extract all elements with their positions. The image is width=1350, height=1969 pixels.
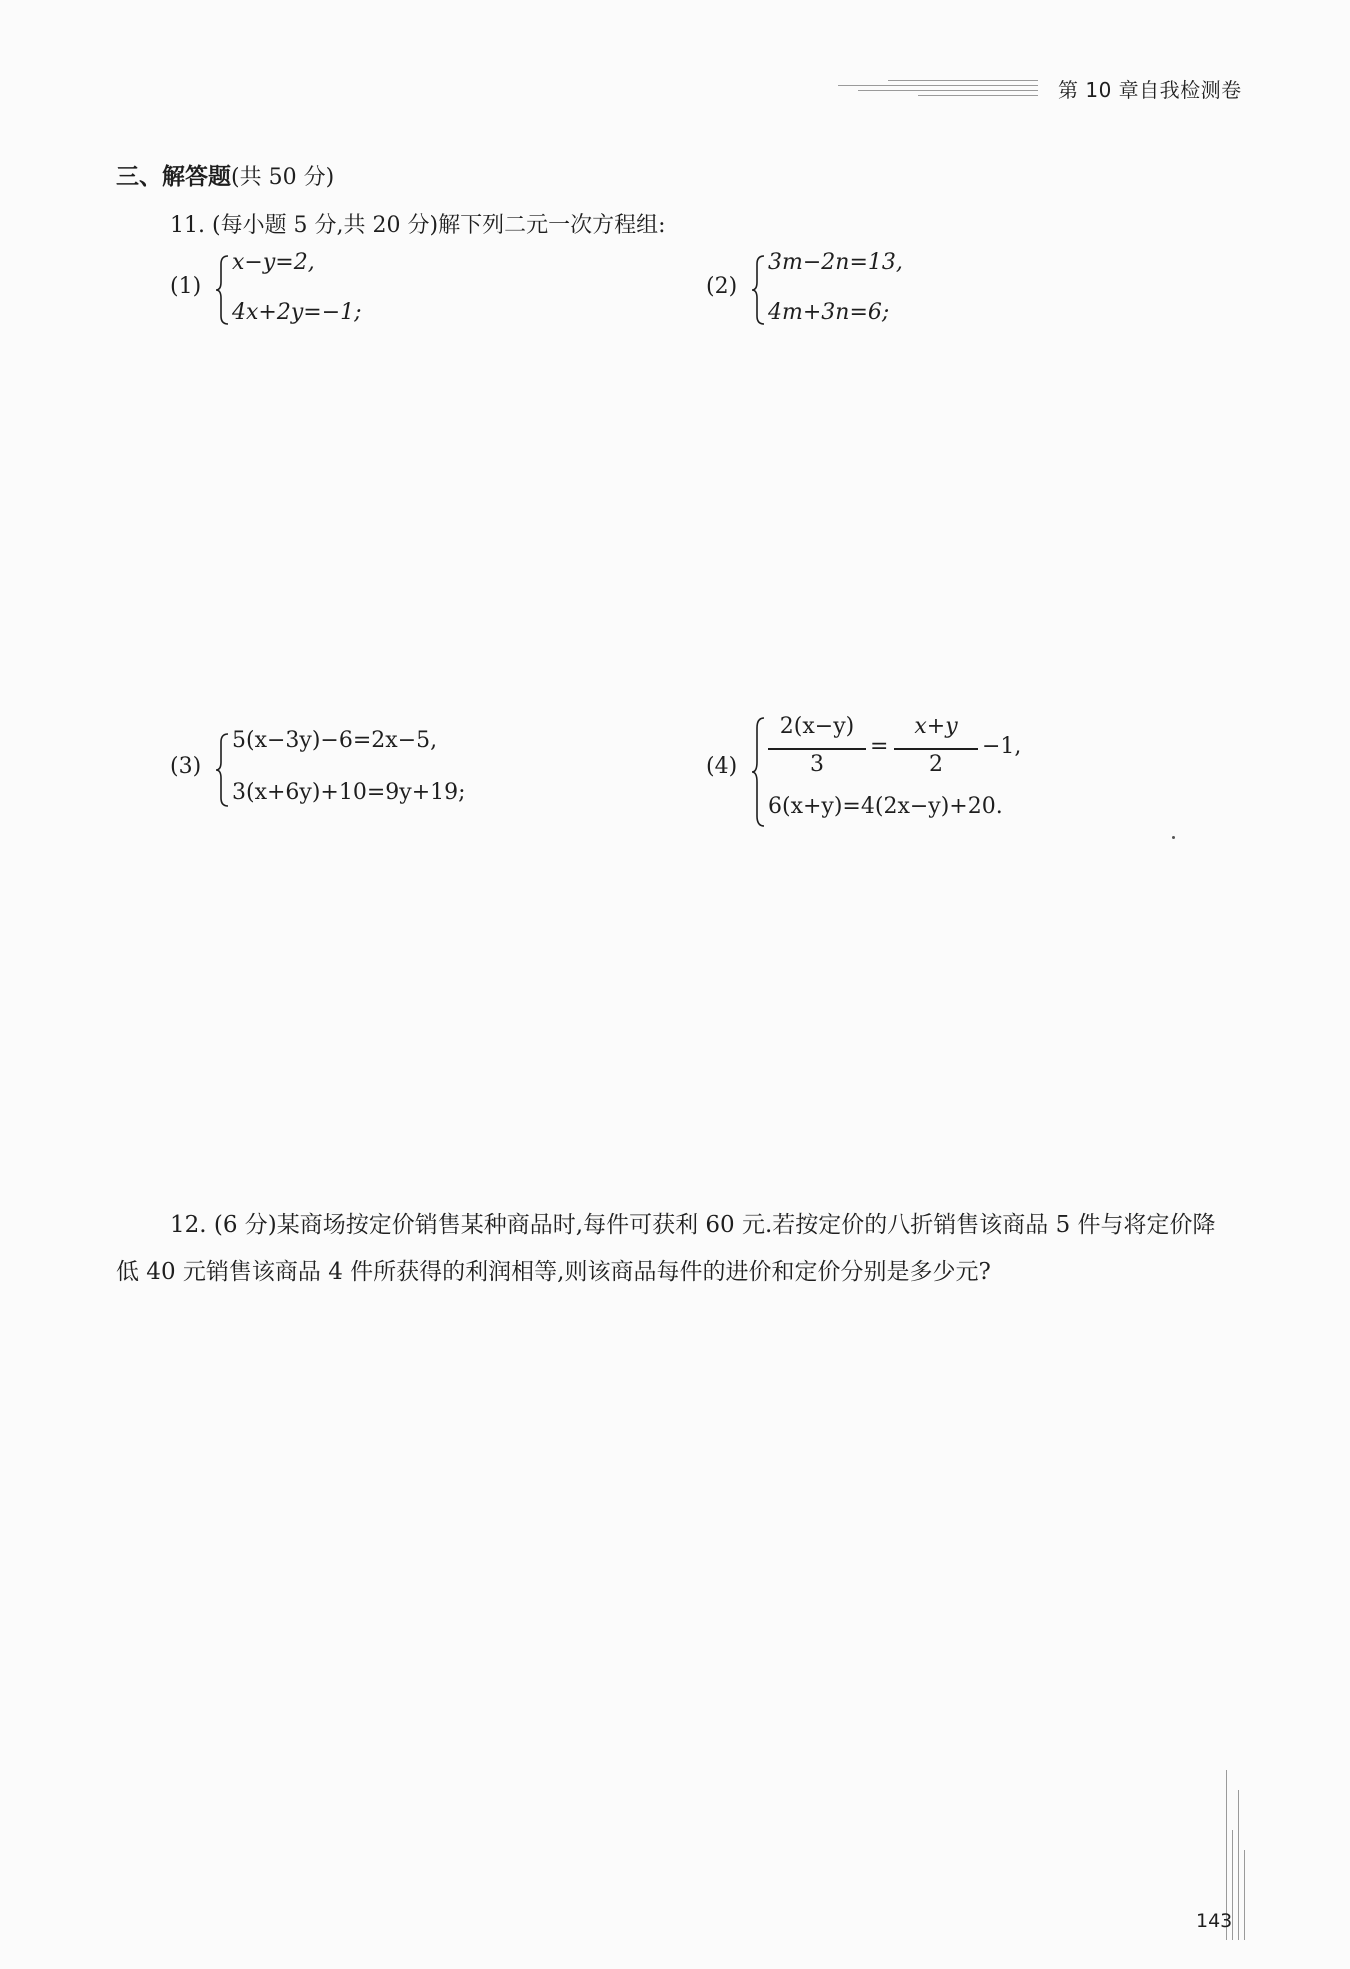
equation-2: 4m+3n=6; bbox=[768, 300, 890, 325]
section-heading bbox=[116, 158, 334, 191]
left-brace-icon bbox=[214, 254, 230, 326]
equation-2: 6(x+y)=4(2x−y)+20. bbox=[768, 794, 1003, 819]
equation-system-1 bbox=[170, 250, 470, 330]
left-brace-icon bbox=[750, 254, 766, 326]
fraction-1-bar bbox=[768, 748, 866, 750]
part-label: (2) bbox=[706, 274, 738, 299]
question-11-stem: 11. (每小题 5 分,共 20 分)解下列二元一次方程组: bbox=[170, 213, 666, 238]
equation-2: 4x+2y=−1; bbox=[232, 300, 362, 325]
fraction-2-denominator: 2 bbox=[929, 752, 943, 777]
equation-1: 3m−2n=13, bbox=[768, 250, 903, 275]
equation-system-2 bbox=[706, 250, 1006, 330]
equation-system-3 bbox=[170, 728, 590, 808]
part-label: (4) bbox=[706, 754, 738, 779]
part-label: (1) bbox=[170, 274, 202, 299]
equation-1: 5(x−3y)−6=2x−5, bbox=[232, 728, 438, 753]
left-brace-icon bbox=[750, 716, 766, 828]
fraction-2-numerator: x+y bbox=[914, 714, 958, 739]
equals-sign: = bbox=[870, 734, 889, 759]
fraction-2-bar bbox=[894, 748, 978, 750]
question-12: 12. (6 分)某商场按定价销售某种商品时,每件可获利 60 元.若按定价的八折销售该商品 5 件与将定价降低 40 元销售该商品 4 件所获得的利润相等,则该商品每件的进价和定价分别是多少元? bbox=[116, 1212, 1216, 1285]
header-rule-lines bbox=[838, 76, 1038, 100]
equation-system-4 bbox=[706, 712, 1126, 832]
equation-2: 3(x+6y)+10=9y+19; bbox=[232, 780, 466, 805]
chapter-title: 第 10 章自我检测卷 bbox=[1058, 78, 1242, 102]
equation-1: x−y=2, bbox=[232, 250, 315, 275]
left-brace-icon bbox=[214, 732, 230, 808]
fraction-1-denominator: 3 bbox=[810, 752, 824, 777]
equation-1-tail: −1, bbox=[982, 734, 1022, 759]
section-title: 三、解答题 bbox=[116, 164, 231, 190]
stray-dot bbox=[1172, 836, 1175, 839]
section-points: (共 50 分) bbox=[231, 165, 335, 190]
part-label: (3) bbox=[170, 754, 202, 779]
fraction-1-numerator: 2(x−y) bbox=[779, 714, 855, 739]
page-number: 143 bbox=[1196, 1910, 1233, 1932]
